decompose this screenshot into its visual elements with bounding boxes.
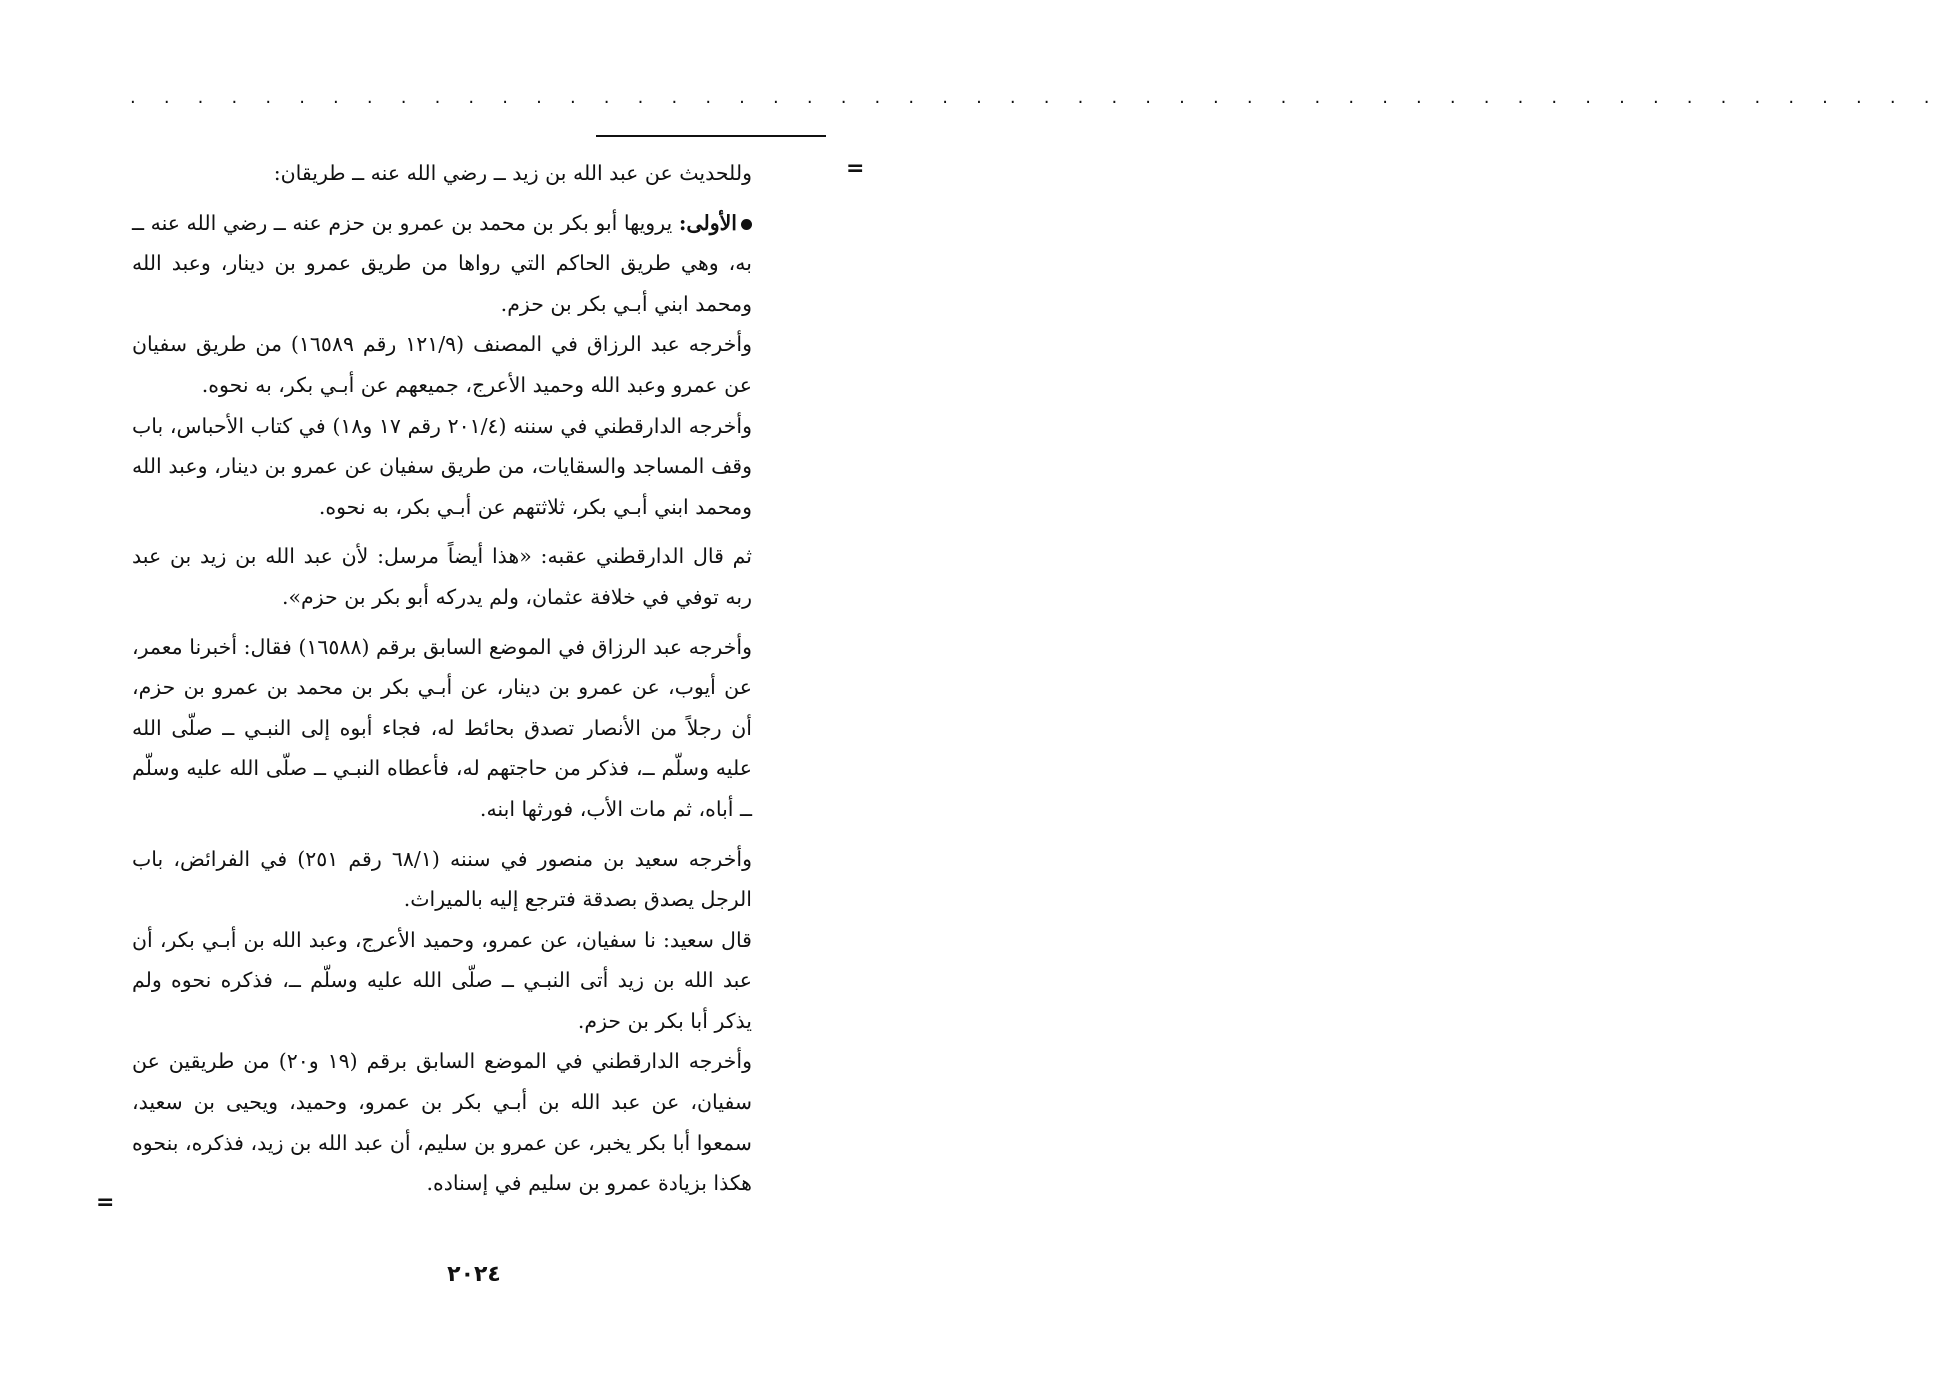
intro-line: وللحديث عن عبد الله بن زيد ــ رضي الله عنه ــ طريقان: — [273, 161, 752, 185]
dotted-separator: . . . . . . . . . . . . . . . . . . . . . . . . . . . . . . . . . . . . . . . . . . . . . . . . . . . . . . — [130, 87, 1941, 108]
continuation-mark-bottom: = — [96, 1190, 115, 1215]
first-route-label: الأولى: — [678, 210, 737, 235]
abdurrazzaq-paragraph-1: وأخرجه عبد الرزاق في المصنف (١٢١/٩ رقم ١٦٥٨٩) من طريق سفيان عن عمرو وعبد الله وحميد الأعرج، جميعهم عن أبـي بكر، به نحوه. — [132, 332, 752, 397]
bullet-icon — [741, 219, 752, 230]
continuation-mark-top: = — [846, 156, 865, 181]
said-paragraph-1: وأخرجه سعيد بن منصور في سننه (٦٨/١ رقم ٢٥١) في الفرائض، باب الرجل يصدق بصدقة فترجع إليه بالميراث. — [132, 846, 752, 912]
said-paragraph-2: قال سعيد: نا سفيان، عن عمرو، وحميد الأعرج، وعبد الله بن أبـي بكر، أن عبد الله بن زيد أتى النبـي ــ صلّى الله عليه وسلّم ــ، فذكره نحوه ولم يذكر أبا بكر بن حزم. — [132, 927, 752, 1033]
daraqutni-paragraph-1: وأخرجه الدارقطني في سننه (٢٠١/٤ رقم ١٧ و١٨) في كتاب الأحباس، باب وقف المساجد والسقايات، من طريق سفيان عن عمرو بن دينار، وعبد الله ومحمد ابني أبـي بكر، ثلاثتهم عن أبـي بكر، به نحوه. — [132, 413, 752, 519]
first-route-paragraph — [132, 203, 752, 325]
footnote-body — [132, 153, 752, 1204]
first-route-text: يرويها أبو بكر بن محمد بن عمرو بن حزم عنه ــ رضي الله عنه ــ به، وهي طريق الحاكم التي رواها من طريق عمرو بن دينار، وعبد الله ومحمد ابني أبـي بكر بن حزم. — [132, 210, 752, 316]
abdurrazzaq-paragraph-2: وأخرجه عبد الرزاق في الموضع السابق برقم (١٦٥٨٨) فقال: أخبرنا معمر، عن أيوب، عن عمرو بن دينار، عن أبـي بكر بن محمد بن عمرو بن حزم، أن رجلاً من الأنصار تصدق بحائط له، فجاء أبوه إلى النبـي ــ صلّى الله عليه وسلّم ــ، فذكر من حاجتهم له، فأعطاه النبـي ــ صلّى الله عليه وسلّم ــ أباه، ثم مات الأب، فورثها ابنه. — [132, 634, 752, 821]
daraqutni-comment-paragraph: ثم قال الدارقطني عقبه: «هذا أيضاً مرسل: لأن عبد الله بن زيد بن عبد ربه توفي في خلافة عثمان، ولم يدركه أبو بكر بن حزم». — [132, 544, 752, 609]
footnote-rule — [596, 135, 826, 137]
page-number: ٢٠٢٤ — [447, 1262, 501, 1287]
daraqutni-paragraph-2: وأخرجه الدارقطني في الموضع السابق برقم (١٩ و٢٠) من طريقين عن سفيان، عن عبد الله بن أبـي بكر بن عمرو، وحميد، ويحيى بن سعيد، سمعوا أبا بكر يخبر، عن عمرو بن سليم، أن عبد الله بن زيد، فذكره، بنحوه هكذا بزيادة عمرو بن سليم في إسناده. — [132, 1049, 753, 1196]
